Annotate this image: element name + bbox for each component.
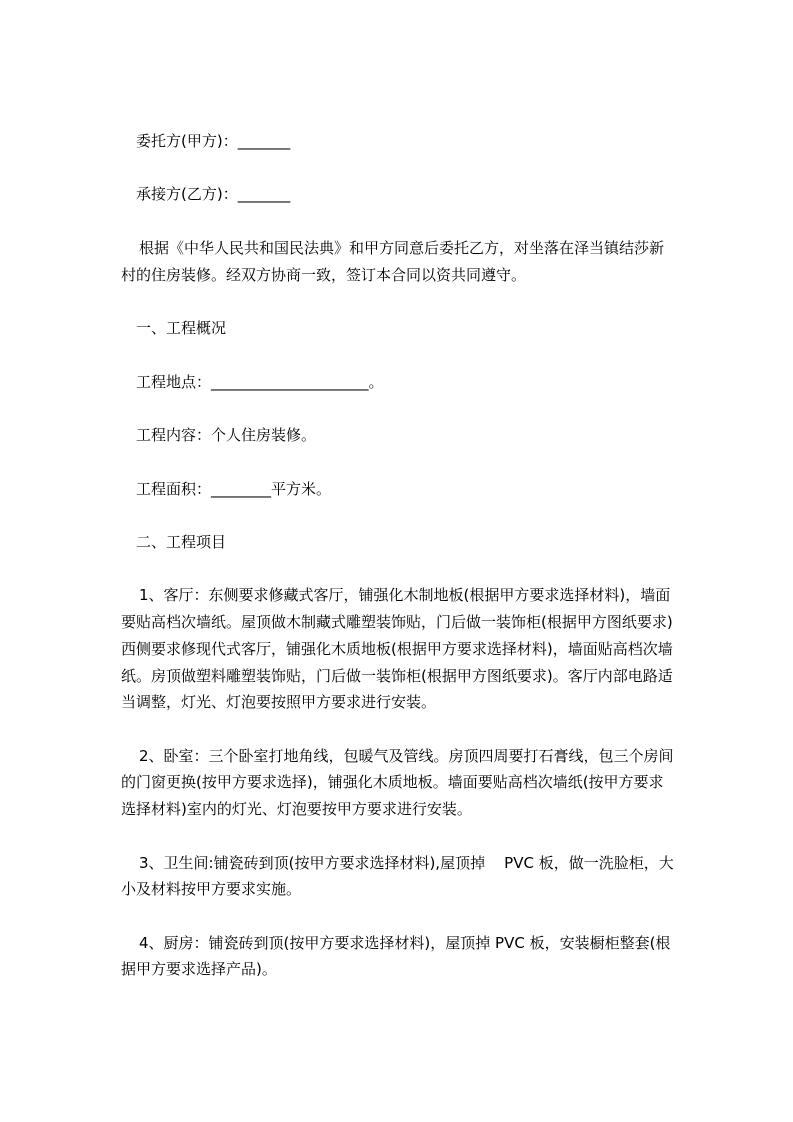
- party-b-line: 承接方(乙方)：_______: [136, 185, 291, 203]
- item2-line-2: 的门窗更换(按甲方要求选择)，铺强化木质地板。墙面要贴高档次墙纸(按甲方要求: [121, 773, 664, 791]
- item4-line-2: 据甲方要求选择产品)。: [121, 960, 277, 978]
- item2-line-3: 选择材料)室内的灯光、灯泡要按甲方要求进行安装。: [121, 800, 472, 818]
- item1-line-3: 西侧要求修现代式客厅，铺强化木质地板(根据甲方要求选择材料)，墙面贴高档次墙: [121, 640, 673, 658]
- item1-line-2: 要贴高档次墙纸。屋顶做木制藏式雕塑装饰贴，门后做一装饰柜(根据甲方图纸要求): [121, 613, 673, 631]
- item1-line-1: 1、客厅：东侧要求修藏式客厅，铺强化木制地板(根据甲方要求选择材料)，墙面: [139, 586, 671, 604]
- section1-heading: 一、工程概况: [136, 319, 227, 337]
- project-area-line: 工程面积：________平方米。: [136, 480, 332, 498]
- intro-line-1: 根据《中华人民共和国民法典》和甲方同意后委托乙方，对坐落在泽当镇结莎新: [139, 239, 665, 257]
- item2-line-1: 2、卧室：三个卧室打地角线，包暖气及管线。房顶四周要打石膏线，包三个房间: [139, 747, 674, 765]
- intro-line-2: 村的住房装修。经双方协商一致，签订本合同以资共同遵守。: [121, 266, 527, 284]
- item1-line-4: 纸。房顶做塑料雕塑装饰贴，门后做一装饰柜(根据甲方图纸要求)。客厅内部电路适: [121, 667, 673, 685]
- item4-line-1: 4、厨房：铺瓷砖到顶(按甲方要求选择材料)，屋顶掉 PVC 板，安装橱柜整套(根: [139, 934, 671, 952]
- item3-line-1: 3、卫生间:铺瓷砖到顶(按甲方要求选择材料),屋顶掉 PVC 板，做一洗脸柜，大: [139, 854, 674, 872]
- item1-line-5: 当调整，灯光、灯泡要按照甲方要求进行安装。: [121, 693, 437, 711]
- section2-heading: 二、工程项目: [136, 533, 227, 551]
- project-location-line: 工程地点：_____________________。: [136, 373, 384, 391]
- party-a-line: 委托方(甲方)：_______: [136, 132, 291, 150]
- project-content-line: 工程内容：个人住房装修。: [136, 426, 317, 444]
- item3-line-2: 小及材料按甲方要求实施。: [121, 880, 302, 898]
